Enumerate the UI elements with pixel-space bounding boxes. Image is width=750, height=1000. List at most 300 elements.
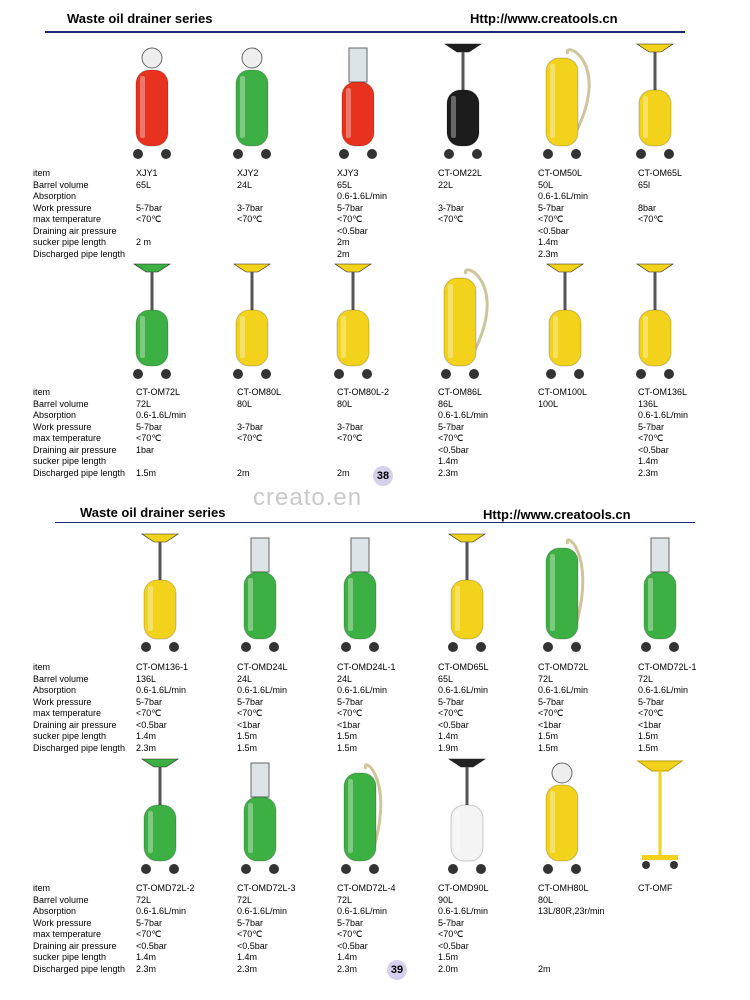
product-image-ct-om80l: [217, 260, 287, 382]
spec-column-ct-omf: [638, 883, 673, 975]
spec-drain: [438, 226, 482, 238]
spec-volume: 24L: [237, 673, 253, 684]
page1-row2-products: [0, 260, 750, 385]
spec-item: XJY3: [337, 168, 359, 178]
spec-drain: [538, 445, 587, 457]
spec-discharge: 2.3m: [638, 467, 659, 478]
label-absorption: Absorption: [33, 410, 77, 420]
spec-sucker: 1.4m: [538, 237, 559, 247]
spec-item: CT-OM100L: [538, 387, 588, 397]
product-image-ct-omd65l: [432, 530, 502, 655]
page1-title: Waste oil drainer series: [67, 11, 213, 26]
label-draining-air-pressure: Draining air pressure: [33, 444, 117, 455]
product-image-ct-omd72l-2: [125, 755, 195, 877]
spec-drain: <0.5bar: [337, 940, 368, 951]
label-max-temperature: max temperature: [33, 708, 102, 718]
spec-sucker: [237, 237, 263, 249]
product-image-ct-omd72l-3: [225, 755, 295, 877]
spec-pressure: 5-7bar: [337, 202, 364, 213]
spec-item: CT-OMH80L: [538, 883, 589, 893]
spec-drain: <0.5bar: [337, 225, 368, 236]
spec-item: CT-OM136L: [638, 387, 688, 397]
label-absorption: Absorption: [33, 906, 77, 916]
label-work-pressure: Work pressure: [33, 696, 92, 707]
spec-discharge: 2.3m: [136, 963, 157, 974]
spec-item: CT-OMD72L-1: [638, 662, 697, 672]
tank-ct-omd24l-1: [325, 530, 395, 655]
spec-volume: 65L: [136, 179, 152, 190]
spec-item: CT-OMD24L: [237, 662, 288, 672]
spec-temperature: [538, 433, 587, 445]
spec-item: CT-OM65L: [638, 168, 683, 178]
spec-absorption: [438, 191, 482, 203]
spec-sucker: [538, 952, 605, 964]
spec-column-xjy3: [337, 168, 387, 260]
spec-drain: <0.5bar: [237, 940, 268, 951]
spec-column-ct-om80l: [237, 387, 281, 479]
spec-discharge: 2.0m: [438, 963, 459, 974]
spec-column-ct-omd72l-3: [237, 883, 296, 975]
page1-url[interactable]: Http://www.creatools.cn: [470, 11, 618, 26]
tank-xjy3: [323, 40, 393, 162]
page2-url[interactable]: Http://www.creatools.cn: [483, 507, 631, 522]
spec-temperature: <70℃: [438, 929, 464, 939]
spec-sucker: 1.5m: [538, 731, 559, 741]
spec-sucker: [237, 456, 281, 468]
tank-ct-omd24l: [225, 530, 295, 655]
spec-pressure: 5-7bar: [438, 696, 465, 707]
spec-item: CT-OM80L: [237, 387, 282, 397]
spec-item: CT-OM22L: [438, 168, 483, 178]
spec-sucker: 1.5m: [237, 731, 258, 741]
spec-absorption: [237, 191, 263, 203]
spec-sucker: 1.4m: [136, 731, 157, 741]
label-absorption: Absorption: [33, 685, 77, 695]
spec-volume: [638, 895, 673, 907]
spec-column-xjy1: [136, 168, 162, 260]
spec-discharge: [237, 249, 263, 261]
spec-column-ct-om22l: [438, 168, 482, 260]
spec-discharge: 2.3m: [538, 248, 559, 259]
spec-column-ct-omd72l-2: [136, 883, 195, 975]
spec-column-ct-omd72l-1: [638, 662, 697, 754]
product-image-ct-omf: [625, 755, 695, 877]
tank-ct-omd90l: [432, 755, 502, 877]
spec-discharge: 1.5m: [237, 742, 258, 753]
label-item: item: [33, 662, 51, 672]
spec-absorption: 0.6-1.6L/min: [136, 685, 187, 695]
tank-ct-om80l-2: [318, 260, 388, 382]
spec-item: XJY1: [136, 168, 158, 178]
spec-sucker: 1.4m: [638, 456, 659, 466]
spec-discharge: 1.9m: [438, 742, 459, 753]
spec-column-ct-om100l: [538, 387, 587, 479]
spec-temperature: <70℃: [438, 433, 464, 443]
spec-temperature: <70℃: [337, 929, 363, 939]
spec-item: CT-OMF: [638, 883, 673, 893]
spec-pressure: 5-7bar: [237, 696, 264, 707]
spec-pressure: 5-7bar: [438, 421, 465, 432]
product-image-ct-omd72l-1: [625, 530, 695, 655]
spec-volume: 72L: [538, 673, 554, 684]
page2-row2-products: [0, 755, 750, 880]
label-work-pressure: Work pressure: [33, 917, 92, 928]
spec-item: CT-OM86L: [438, 387, 483, 397]
spec-temperature: <70℃: [638, 433, 664, 443]
spec-absorption: 0.6-1.6L/min: [136, 410, 187, 420]
spec-drain: [136, 226, 162, 238]
page1-header-rule: [45, 31, 685, 33]
label-max-temperature: max temperature: [33, 214, 102, 224]
spec-absorption: 0.6-1.6L/min: [337, 685, 388, 695]
spec-pressure: 5-7bar: [237, 917, 264, 928]
label-discharged-pipe-length: Discharged pipe length: [33, 248, 126, 259]
spec-drain: [538, 941, 605, 953]
spec-sucker: [538, 456, 587, 468]
spec-column-ct-omd72l: [538, 662, 589, 754]
spec-drain: <0.5bar: [638, 444, 669, 455]
spec-drain: <1bar: [538, 719, 562, 730]
spec-drain: [237, 445, 281, 457]
product-image-ct-om65l: [620, 40, 690, 162]
spec-item: CT-OMD72L-2: [136, 883, 195, 893]
spec-drain: <0.5bar: [136, 719, 167, 730]
spec-absorption: 13L/80R,23r/min: [538, 906, 605, 916]
spec-drain: [237, 226, 263, 238]
spec-volume: 65l: [638, 179, 651, 190]
product-image-ct-omd24l-1: [325, 530, 395, 655]
spec-pressure: 5-7bar: [638, 696, 665, 707]
spec-temperature: <70℃: [136, 433, 162, 443]
label-barrel-volume: Barrel volume: [33, 179, 89, 190]
spec-drain: <0.5bar: [438, 719, 469, 730]
page-number-38: 38: [373, 466, 393, 486]
spec-drain: <1bar: [337, 719, 361, 730]
spec-sucker: 1.4m: [337, 952, 358, 962]
spec-absorption: 0.6-1.6L/min: [638, 685, 689, 695]
page2-title: Waste oil drainer series: [80, 505, 226, 520]
spec-item: CT-OM72L: [136, 387, 181, 397]
spec-pressure: 5-7bar: [337, 917, 364, 928]
tank-ct-omd72l-2: [125, 755, 195, 877]
spec-absorption: 0.6-1.6L/min: [538, 191, 589, 201]
spec-sucker: 1.4m: [438, 456, 459, 466]
spec-pressure: [538, 918, 605, 930]
spec-column-ct-omd72l-4: [337, 883, 396, 975]
spec-pressure: 5-7bar: [136, 917, 163, 928]
spec-temperature: <70℃: [638, 708, 664, 718]
spec-discharge: [638, 249, 682, 261]
spec-column-ct-omh80l: [538, 883, 605, 975]
tank-ct-omh80l: [527, 755, 597, 877]
spec-volume: 72L: [337, 894, 353, 905]
tank-ct-om136l: [620, 260, 690, 382]
spec-volume: 65L: [337, 179, 353, 190]
spec-item: CT-OM136-1: [136, 662, 189, 672]
spec-temperature: [538, 929, 605, 941]
spec-temperature: <70℃: [237, 929, 263, 939]
spec-sucker: 1.5m: [638, 731, 659, 741]
page-number-39: 39: [387, 960, 407, 980]
spec-temperature: <70℃: [237, 708, 263, 718]
spec-sucker: 2 m: [136, 237, 152, 247]
watermark: creato.en: [253, 484, 363, 511]
label-discharged-pipe-length: Discharged pipe length: [33, 467, 126, 478]
product-image-ct-omd72l-4: [325, 755, 395, 877]
page1-row2-labels: [33, 387, 125, 479]
spec-pressure: 5-7bar: [538, 202, 565, 213]
spec-absorption: 0.6-1.6L/min: [438, 410, 489, 420]
spec-sucker: [638, 952, 673, 964]
product-image-ct-om100l: [530, 260, 600, 382]
spec-drain: <0.5bar: [538, 225, 569, 236]
spec-discharge: 1.5m: [337, 742, 358, 753]
spec-column-ct-omd24l: [237, 662, 288, 754]
spec-temperature: [638, 929, 673, 941]
spec-item: CT-OMD65L: [438, 662, 489, 672]
spec-discharge: 1.5m: [538, 742, 559, 753]
spec-item: CT-OM80L-2: [337, 387, 390, 397]
spec-sucker: 1.5m: [438, 952, 459, 962]
spec-discharge: 2.3m: [136, 742, 157, 753]
spec-discharge: 2m: [237, 467, 250, 478]
spec-pressure: 5-7bar: [438, 917, 465, 928]
spec-absorption: 0.6-1.6L/min: [337, 191, 388, 201]
spec-absorption: 0.6-1.6L/min: [438, 906, 489, 916]
spec-sucker: [438, 237, 482, 249]
spec-drain: 1bar: [136, 444, 155, 455]
spec-pressure: [538, 422, 587, 434]
page2-row1-products: [0, 530, 750, 658]
spec-pressure: 5-7bar: [136, 696, 163, 707]
label-work-pressure: Work pressure: [33, 421, 92, 432]
tank-ct-omf: [625, 755, 695, 877]
spec-column-ct-omd90l: [438, 883, 489, 975]
spec-discharge: [538, 468, 587, 480]
spec-temperature: <70℃: [237, 433, 263, 443]
spec-column-ct-omd24l-1: [337, 662, 396, 754]
spec-volume: 100L: [538, 398, 559, 409]
spec-pressure: 5-7bar: [638, 421, 665, 432]
product-image-xjy2: [217, 40, 287, 162]
spec-column-ct-om65l: [638, 168, 682, 260]
spec-discharge: [638, 964, 673, 976]
page1-row1-products: [0, 40, 750, 165]
tank-ct-om50l: [512, 40, 612, 162]
label-item: item: [33, 883, 51, 893]
product-image-ct-om72l: [117, 260, 187, 382]
label-barrel-volume: Barrel volume: [33, 673, 89, 684]
spec-sucker: [638, 237, 682, 249]
spec-pressure: 3-7bar: [237, 421, 264, 432]
spec-item: CT-OM50L: [538, 168, 583, 178]
spec-absorption: [136, 191, 162, 203]
spec-volume: 86L: [438, 398, 454, 409]
spec-volume: 72L: [136, 398, 152, 409]
product-image-ct-om136l: [620, 260, 690, 382]
label-draining-air-pressure: Draining air pressure: [33, 225, 117, 236]
label-absorption: Absorption: [33, 191, 77, 201]
tank-xjy1: [117, 40, 187, 162]
spec-column-ct-om136l: [638, 387, 688, 479]
label-sucker-pipe-length: sucker pipe length: [33, 237, 107, 247]
tank-ct-omd72l-3: [225, 755, 295, 877]
spec-discharge: 1.5m: [638, 742, 659, 753]
spec-item: CT-OMD72L-3: [237, 883, 296, 893]
product-image-ct-om136-1: [125, 530, 195, 655]
label-draining-air-pressure: Draining air pressure: [33, 940, 117, 951]
spec-drain: <0.5bar: [438, 940, 469, 951]
spec-absorption: [337, 410, 389, 422]
page2-row1-labels: [33, 662, 125, 754]
product-image-ct-omh80l: [527, 755, 597, 877]
spec-volume: 80L: [237, 398, 253, 409]
spec-pressure: 5-7bar: [136, 421, 163, 432]
tank-ct-omd72l-4: [325, 755, 395, 877]
spec-item: CT-OMD72L: [538, 662, 589, 672]
label-sucker-pipe-length: sucker pipe length: [33, 731, 107, 741]
label-draining-air-pressure: Draining air pressure: [33, 719, 117, 730]
spec-temperature: <70℃: [337, 433, 363, 443]
spec-drain: [638, 226, 682, 238]
spec-absorption: [638, 906, 673, 918]
spec-absorption: 0.6-1.6L/min: [237, 906, 288, 916]
spec-temperature: <70℃: [438, 214, 464, 224]
spec-absorption: 0.6-1.6L/min: [237, 685, 288, 695]
product-image-ct-om80l-2: [318, 260, 388, 382]
tank-ct-om100l: [530, 260, 600, 382]
spec-column-xjy2: [237, 168, 263, 260]
spec-pressure: 3-7bar: [438, 202, 465, 213]
spec-temperature: <70℃: [237, 214, 263, 224]
spec-volume: 136L: [638, 398, 659, 409]
label-work-pressure: Work pressure: [33, 202, 92, 213]
spec-sucker: 1.5m: [337, 731, 358, 741]
spec-sucker: [136, 456, 186, 468]
spec-column-ct-om72l: [136, 387, 186, 479]
product-image-xjy3: [323, 40, 393, 162]
spec-discharge: 2.3m: [438, 467, 459, 478]
spec-volume: 24L: [237, 179, 253, 190]
spec-absorption: 0.6-1.6L/min: [538, 685, 589, 695]
spec-temperature: <70℃: [136, 214, 162, 224]
spec-absorption: 0.6-1.6L/min: [337, 906, 388, 916]
spec-column-ct-om50l: [538, 168, 588, 260]
spec-column-ct-omd65l: [438, 662, 489, 754]
tank-ct-om72l: [117, 260, 187, 382]
spec-discharge: [136, 249, 162, 261]
spec-sucker: 1.4m: [237, 952, 258, 962]
spec-volume: 72L: [638, 673, 654, 684]
product-image-ct-omd90l: [432, 755, 502, 877]
spec-discharge: [438, 249, 482, 261]
spec-temperature: <70℃: [438, 708, 464, 718]
spec-volume: 50L: [538, 179, 554, 190]
spec-drain: <1bar: [237, 719, 261, 730]
spec-volume: 90L: [438, 894, 454, 905]
spec-volume: 65L: [438, 673, 454, 684]
label-max-temperature: max temperature: [33, 929, 102, 939]
spec-drain: <0.5bar: [136, 940, 167, 951]
tank-xjy2: [217, 40, 287, 162]
spec-discharge: 2.3m: [237, 963, 258, 974]
product-image-ct-om50l: [512, 40, 612, 162]
spec-absorption: 0.6-1.6L/min: [638, 410, 689, 420]
spec-column-ct-om136-1: [136, 662, 188, 754]
spec-discharge: 1.5m: [136, 467, 157, 478]
spec-temperature: <70℃: [638, 214, 664, 224]
label-barrel-volume: Barrel volume: [33, 398, 89, 409]
product-image-ct-omd24l: [225, 530, 295, 655]
spec-temperature: <70℃: [136, 929, 162, 939]
spec-pressure: 5-7bar: [136, 202, 163, 213]
spec-temperature: <70℃: [136, 708, 162, 718]
tank-ct-om22l: [428, 40, 498, 162]
spec-sucker: 1.4m: [136, 952, 157, 962]
spec-pressure: 3-7bar: [237, 202, 264, 213]
tank-ct-omd72l-1: [625, 530, 695, 655]
spec-item: XJY2: [237, 168, 259, 178]
spec-sucker: 1.4m: [438, 731, 459, 741]
spec-discharge: 2m: [538, 963, 551, 974]
label-barrel-volume: Barrel volume: [33, 894, 89, 905]
tank-ct-om80l: [217, 260, 287, 382]
spec-volume: 72L: [237, 894, 253, 905]
spec-absorption: [237, 410, 281, 422]
product-image-xjy1: [117, 40, 187, 162]
spec-pressure: 5-7bar: [337, 696, 364, 707]
spec-volume: 80L: [337, 398, 353, 409]
spec-temperature: <70℃: [337, 214, 363, 224]
spec-absorption: 0.6-1.6L/min: [136, 906, 187, 916]
spec-drain: [638, 941, 673, 953]
spec-temperature: <70℃: [538, 708, 564, 718]
spec-item: CT-OMD90L: [438, 883, 489, 893]
label-item: item: [33, 168, 51, 178]
spec-volume: 22L: [438, 179, 454, 190]
tank-ct-om65l: [620, 40, 690, 162]
tank-ct-omd65l: [432, 530, 502, 655]
label-item: item: [33, 387, 51, 397]
spec-discharge: 2m: [337, 467, 350, 478]
spec-discharge: 2.3m: [337, 963, 358, 974]
spec-sucker: 2m: [337, 237, 350, 247]
spec-item: CT-OMD24L-1: [337, 662, 396, 672]
page2-header-rule: [55, 522, 695, 523]
page1-row1-labels: [33, 168, 125, 260]
tank-ct-om86l: [410, 260, 510, 382]
label-discharged-pipe-length: Discharged pipe length: [33, 742, 126, 753]
spec-absorption: [538, 410, 587, 422]
spec-absorption: [638, 191, 682, 203]
spec-absorption: 0.6-1.6L/min: [438, 685, 489, 695]
spec-pressure: [638, 918, 673, 930]
product-image-ct-om86l: [410, 260, 510, 382]
spec-column-ct-om86l: [438, 387, 488, 479]
tank-ct-om136-1: [125, 530, 195, 655]
product-image-ct-omd72l: [527, 530, 597, 655]
spec-drain: <1bar: [638, 719, 662, 730]
tank-ct-omd72l: [527, 530, 597, 655]
label-sucker-pipe-length: sucker pipe length: [33, 952, 107, 962]
spec-drain: <0.5bar: [438, 444, 469, 455]
spec-pressure: 3-7bar: [337, 421, 364, 432]
spec-discharge: 2m: [337, 248, 350, 259]
spec-pressure: 5-7bar: [538, 696, 565, 707]
spec-temperature: <70℃: [538, 214, 564, 224]
spec-volume: 72L: [136, 894, 152, 905]
spec-temperature: <70℃: [337, 708, 363, 718]
